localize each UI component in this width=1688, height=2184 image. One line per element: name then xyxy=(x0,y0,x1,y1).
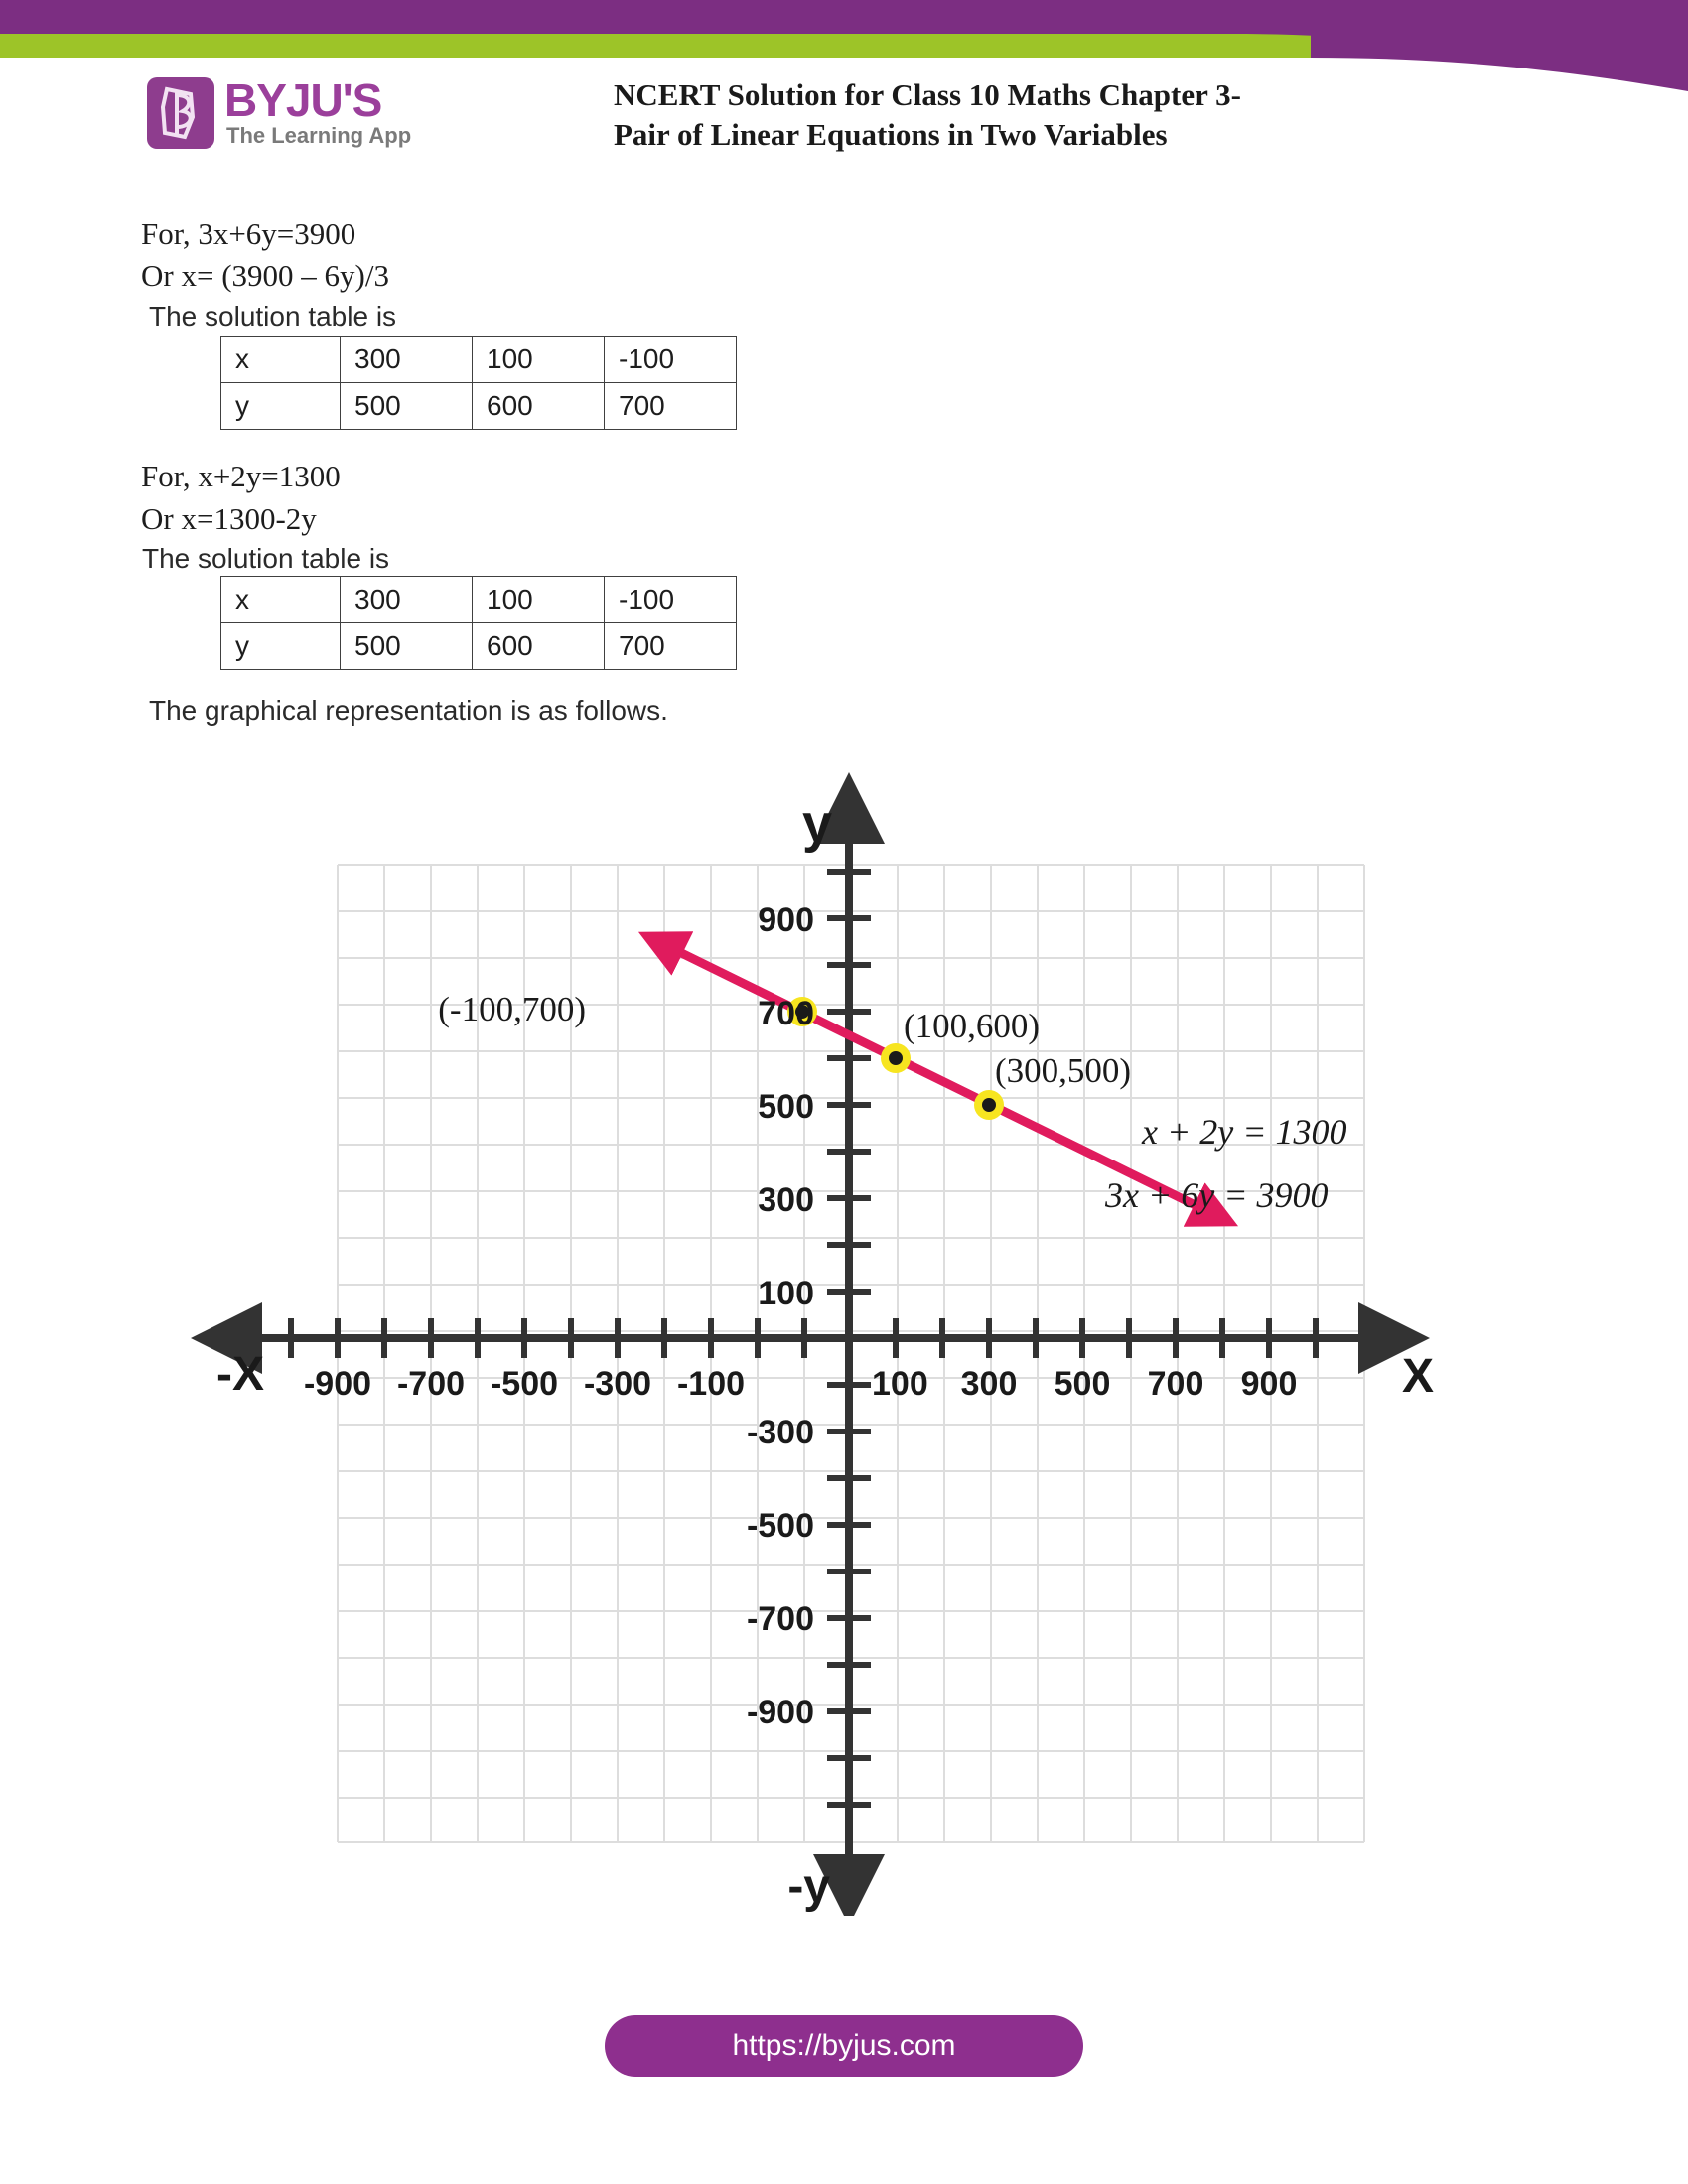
page-title-line2: Pair of Linear Equations in Two Variables xyxy=(614,116,1168,152)
solution-table-1 xyxy=(220,336,737,430)
data-point-marker xyxy=(974,1090,1004,1120)
y-tick-label: -500 xyxy=(746,1507,814,1545)
section1-table-caption: The solution table is xyxy=(149,301,397,332)
section2-equation: For, x+2y=1300 xyxy=(141,459,341,493)
point-label: (300,500) xyxy=(995,1051,1132,1090)
table-row xyxy=(221,337,737,383)
cell-value: 700 xyxy=(605,383,737,430)
page-header xyxy=(0,71,1688,181)
x-tick-label: 900 xyxy=(1240,1365,1298,1403)
x-tick-label: 300 xyxy=(960,1365,1018,1403)
cell-value: 100 xyxy=(473,577,605,623)
x-tick-label: 100 xyxy=(872,1365,928,1403)
cell-value: 300 xyxy=(341,337,473,383)
cell-value: 600 xyxy=(473,623,605,670)
cell-value: 600 xyxy=(473,383,605,430)
section1-equation: For, 3x+6y=3900 xyxy=(141,216,356,251)
x-tick-label: 700 xyxy=(1147,1365,1204,1403)
graph-intro-text: The graphical representation is as follows. xyxy=(149,695,668,726)
table-row xyxy=(221,623,737,670)
y-tick-label: 700 xyxy=(758,995,814,1032)
section1-rearranged: Or x= (3900 – 6y)/3 xyxy=(141,258,389,293)
page-title xyxy=(614,75,1408,154)
equation-label-3x-6y: 3x + 6y = 3900 xyxy=(1105,1175,1329,1215)
cell-value: 500 xyxy=(341,383,473,430)
x-tick-label: -500 xyxy=(490,1365,559,1403)
negative-x-axis-label: -X xyxy=(216,1348,264,1401)
y-tick-label: -300 xyxy=(746,1414,814,1451)
graph-svg xyxy=(0,735,1688,1916)
section2-rearranged: Or x=1300-2y xyxy=(141,501,317,536)
y-tick-label: -900 xyxy=(746,1694,814,1731)
x-tick-label: -700 xyxy=(396,1365,466,1403)
y-tick-label: 300 xyxy=(758,1181,814,1219)
equation-label-x-2y: x + 2y = 1300 xyxy=(1142,1112,1347,1152)
coordinate-graph xyxy=(0,735,1688,1916)
x-axis-label: X xyxy=(1402,1350,1435,1403)
cell-value: 100 xyxy=(473,337,605,383)
byjus-b-mark-icon xyxy=(147,77,214,149)
cell-value: 700 xyxy=(605,623,737,670)
byjus-logo xyxy=(147,75,445,175)
data-point-marker xyxy=(881,1043,911,1073)
cell-value: 300 xyxy=(341,577,473,623)
cell-value: -100 xyxy=(605,337,737,383)
x-tick-label: 500 xyxy=(1054,1365,1111,1403)
byjus-wordmark: BYJU'S xyxy=(224,74,382,126)
table-row xyxy=(221,383,737,430)
cell-row-label: y xyxy=(221,383,341,430)
solution-table-2 xyxy=(220,576,737,670)
y-tick-label: -700 xyxy=(746,1600,814,1638)
y-tick-label: 900 xyxy=(758,901,814,939)
cell-row-label: x xyxy=(221,337,341,383)
point-label: (-100,700) xyxy=(438,990,586,1028)
page-title-line1: NCERT Solution for Class 10 Maths Chapter 3- xyxy=(614,77,1241,112)
table-row xyxy=(221,577,737,623)
x-tick-label: -900 xyxy=(303,1365,372,1403)
x-tick-label: -300 xyxy=(583,1365,652,1403)
point-label: (100,600) xyxy=(904,1007,1041,1045)
cell-row-label: x xyxy=(221,577,341,623)
cell-row-label: y xyxy=(221,623,341,670)
section2-table-caption: The solution table is xyxy=(142,543,390,574)
byjus-tagline: The Learning App xyxy=(226,123,412,148)
x-tick-label: -100 xyxy=(676,1365,746,1403)
y-axis-label: y xyxy=(801,794,832,854)
byjus-url-footer[interactable] xyxy=(605,2015,1083,2077)
y-tick-label: 100 xyxy=(758,1275,814,1312)
negative-y-axis-label: -y xyxy=(787,1860,830,1913)
footer-url-text: https://byjus.com xyxy=(732,2029,956,2062)
cell-value: -100 xyxy=(605,577,737,623)
cell-value: 500 xyxy=(341,623,473,670)
y-tick-label: 500 xyxy=(758,1088,814,1126)
